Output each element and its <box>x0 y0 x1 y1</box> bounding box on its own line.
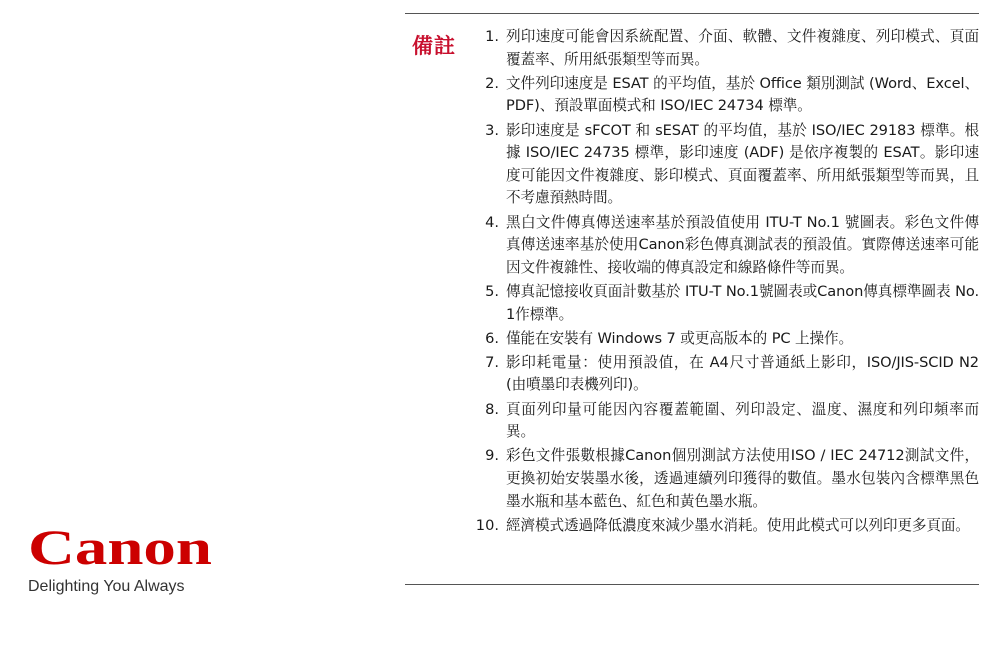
note-item <box>472 281 979 326</box>
note-number: 5. <box>485 282 499 300</box>
note-number: 9. <box>485 447 499 465</box>
note-item <box>472 212 979 280</box>
note-text: 黑白文件傳真傳送速率基於預設值使用 ITU-T No.1 號圖表。彩色文件傳真傳送速率基於使用Canon彩色傳真測試表的預設值。實際傳送速率可能因文件複雜性、接收端的傳真設定和線路條件等而異。 <box>506 213 979 276</box>
canon-logo <box>28 518 228 578</box>
note-item <box>472 328 979 351</box>
note-text: 彩色文件張數根據Canon個別測試方法使用ISO / IEC 24712測試文件，更換初始安裝墨水後，透過連續列印獲得的數值。墨水包裝內含標準黑色墨水瓶和基本藍色、紅色和黃色墨水瓶。 <box>506 447 979 510</box>
note-number: 3. <box>485 121 499 139</box>
brand-tagline: Delighting You Always <box>28 578 185 595</box>
note-number: 10. <box>475 516 499 534</box>
note-item <box>472 352 979 397</box>
note-number: 7. <box>485 353 499 371</box>
notes-heading: 備註 <box>412 34 456 58</box>
note-item <box>472 399 979 444</box>
note-text: 影印耗電量：使用預設值，在 A4尺寸普通紙上影印，ISO/JIS-SCID N2 (由噴墨印表機列印)。 <box>506 353 979 394</box>
note-item <box>472 515 979 538</box>
note-text: 經濟模式透過降低濃度來減少墨水消耗。使用此模式可以列印更多頁面。 <box>506 516 970 534</box>
note-text: 列印速度可能會因系統配置、介面、軟體、文件複雜度、列印模式、頁面覆蓋率、所用紙張類型等而異。 <box>506 28 979 68</box>
note-number: 1. <box>485 28 499 45</box>
note-number: 4. <box>485 213 499 231</box>
note-number: 8. <box>485 400 499 418</box>
note-number: 6. <box>485 329 499 347</box>
note-item <box>472 120 979 210</box>
notes-list <box>472 26 979 539</box>
top-divider <box>405 13 979 14</box>
note-text: 僅能在安裝有 Windows 7 或更高版本的 PC 上操作。 <box>506 329 854 347</box>
note-text: 影印速度是 sFCOT 和 sESAT 的平均值，基於 ISO/IEC 29183 標準。根據 ISO/IEC 24735 標準，影印速度 (ADF) 是依序複製的 ESAT。影印速度可能因文件複雜度、影印模式、頁面覆蓋率、所用紙張類型等而異，且不考慮預熱時間。 <box>506 121 979 207</box>
note-text: 文件列印速度是 ESAT 的平均值，基於 Office 類別測試 (Word、Excel、PDF)、預設單面模式和 ISO/IEC 24734 標準。 <box>506 74 979 115</box>
note-text: 傳真記憶接收頁面計數基於 ITU-T No.1號圖表或Canon傳真標準圖表 No. 1作標準。 <box>506 282 979 323</box>
note-item <box>472 445 979 513</box>
svg-text:Canon: Canon <box>28 519 213 575</box>
note-item <box>472 73 979 118</box>
bottom-divider <box>405 584 979 585</box>
note-item <box>472 26 979 71</box>
note-text: 頁面列印量可能因內容覆蓋範圍、列印設定、溫度、濕度和列印頻率而異。 <box>506 400 979 441</box>
note-number: 2. <box>485 74 499 92</box>
